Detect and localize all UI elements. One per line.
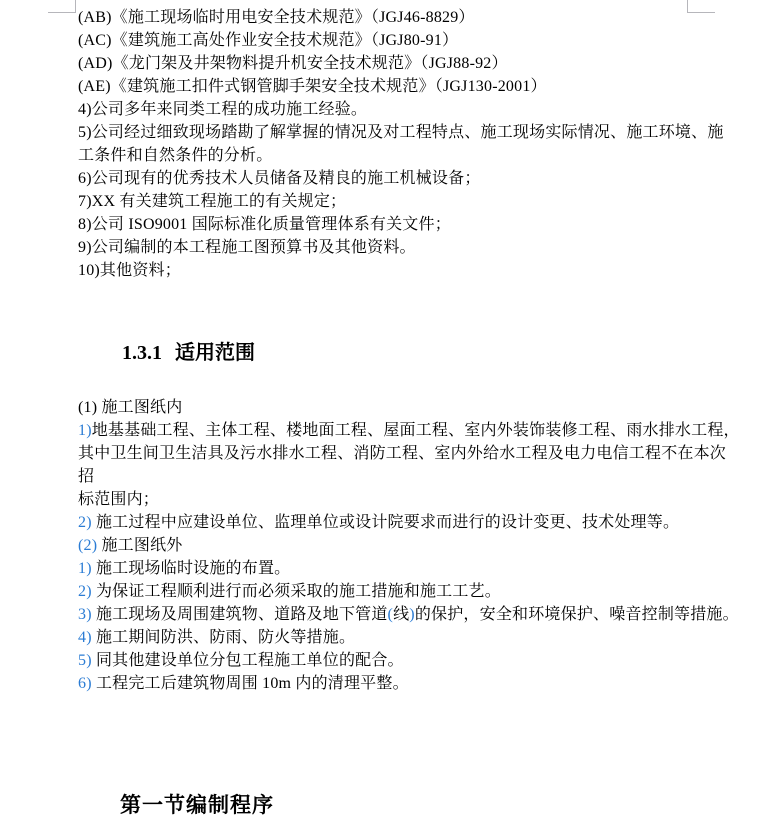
doc-line <box>78 465 718 488</box>
text-segment: 工条件和自然条件的分析。 <box>78 147 273 164</box>
text-segment: 招 <box>78 468 95 485</box>
doc-line <box>78 167 718 190</box>
text-segment: 4)公司多年来同类工程的成功施工经验。 <box>78 101 368 118</box>
doc-line <box>78 190 718 213</box>
text-segment: 施工现场临时设施的布置。 <box>95 560 291 577</box>
doc-line <box>78 442 727 465</box>
text-segment: 其中卫生间卫生洁具及污水排水工程、消防工程、室内外给水工程及电力电信工程不在本次 <box>78 445 727 462</box>
doc-line <box>78 6 718 29</box>
text-segment: 同其他建设单位分包工程施工单位的配合。 <box>95 652 404 669</box>
doc-line <box>78 534 718 557</box>
doc-line <box>78 626 718 649</box>
list-marker: 1) <box>78 422 92 439</box>
doc-line <box>78 396 718 419</box>
list-marker: 5) <box>78 652 96 669</box>
text-segment: 7)XX 有关建筑工程施工的有关规定； <box>78 193 347 210</box>
doc-line <box>78 649 718 672</box>
list-marker: 1) <box>78 560 96 577</box>
text-segment: 线 <box>393 606 410 623</box>
text-segment: (AD)《龙门架及井架物料提升机安全技术规范》（JGJ88-92） <box>78 55 508 72</box>
reference-list-block <box>78 6 724 282</box>
section-heading-title: 适用范围 <box>175 342 255 364</box>
text-segment: 施工过程中应建设单位、监理单位或设计院要求而进行的设计变更、技术处理等。 <box>95 514 680 531</box>
text-segment: 施工现场及周围建筑物、道路及地下管道 <box>95 606 388 623</box>
text-segment: 6)公司现有的优秀技术人员储备及精良的施工机械设备； <box>78 170 481 187</box>
doc-line <box>78 236 718 259</box>
text-segment: 5)公司经过细致现场踏勘了解掌握的情况及对工程特点、施工现场实际情况、施工环境、施 <box>78 124 724 141</box>
doc-line <box>78 121 724 144</box>
scope-list-block <box>78 396 740 695</box>
text-segment: 的保护，安全和环境保护、噪音控制等措施。 <box>414 606 739 623</box>
doc-line <box>78 144 718 167</box>
doc-line <box>78 259 718 282</box>
text-segment: 10)其他资料； <box>78 262 181 279</box>
section-heading <box>78 339 718 367</box>
doc-line <box>78 672 718 695</box>
doc-line <box>78 213 718 236</box>
text-segment: 施工期间防洪、防雨、防火等措施。 <box>95 629 356 646</box>
doc-line <box>78 511 718 534</box>
doc-line <box>78 580 718 603</box>
text-segment: 工程完工后建筑物周围 10m 内的清理平整。 <box>95 675 409 692</box>
list-marker: 4) <box>78 629 96 646</box>
text-segment: (AB)《施工现场临时用电安全技术规范》（JGJ46-8829） <box>78 9 475 26</box>
document-page <box>78 6 740 820</box>
text-segment: 地基基础工程、主体工程、楼地面工程、屋面工程、室内外装饰装修工程、雨水排水工程， <box>91 422 740 439</box>
text-segment: (AC)《建筑施工高处作业安全技术规范》（JGJ80-91） <box>78 32 459 49</box>
list-marker: 2) <box>78 514 96 531</box>
section-heading-number: 1.3.1 <box>122 342 162 364</box>
chapter-heading: 第一节编制程序 <box>120 793 274 817</box>
page-margin-mark-left <box>48 0 76 13</box>
list-marker: ) <box>409 606 415 623</box>
list-marker: 6) <box>78 675 96 692</box>
text-segment: 8)公司 ISO9001 国际标准化质量管理体系有关文件； <box>78 216 451 233</box>
doc-line <box>78 419 740 442</box>
doc-line <box>78 603 739 626</box>
text-segment: 9)公司编制的本工程施工图预算书及其他资料。 <box>78 239 416 256</box>
list-marker: (2) <box>78 537 102 554</box>
text-segment: (1) 施工图纸内 <box>78 399 183 416</box>
doc-line <box>78 75 718 98</box>
text-segment: (AE)《建筑施工扣件式钢管脚手架安全技术规范》（JGJ130-2001） <box>78 78 547 95</box>
doc-line <box>78 557 718 580</box>
list-marker: 3) <box>78 606 96 623</box>
doc-line <box>78 98 718 121</box>
text-segment: 施工图纸外 <box>101 537 183 554</box>
text-segment: 为保证工程顺利进行而必须采取的施工措施和施工工艺。 <box>95 583 501 600</box>
list-marker: 2) <box>78 583 96 600</box>
doc-line <box>78 29 718 52</box>
doc-line <box>78 52 718 75</box>
doc-line <box>78 488 718 511</box>
list-marker: ( <box>387 606 394 623</box>
text-segment: 标范围内； <box>78 491 160 508</box>
